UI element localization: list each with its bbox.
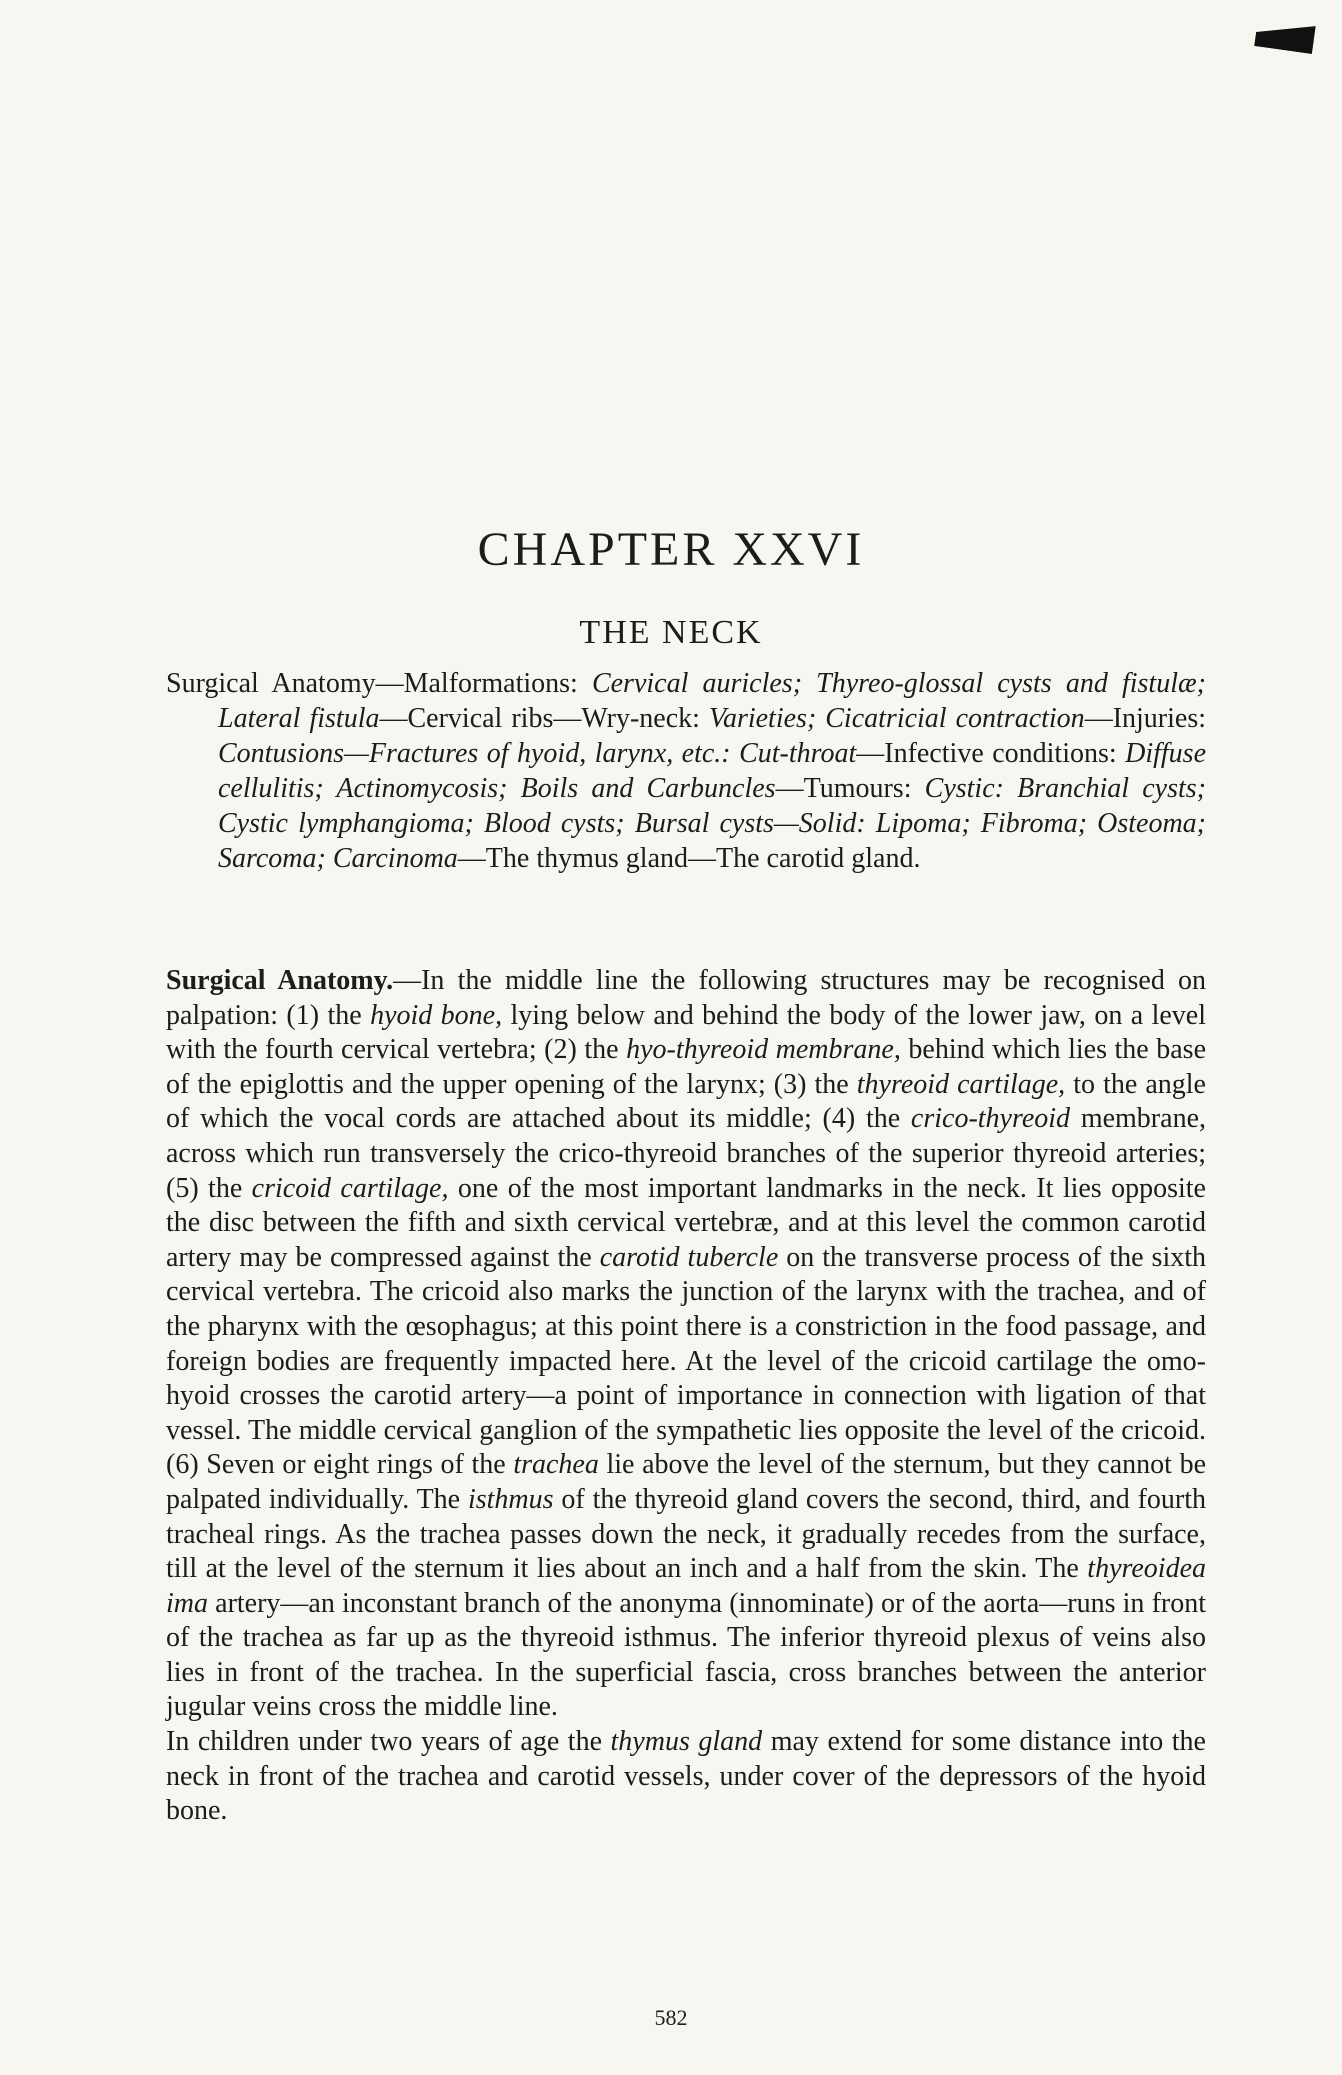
contents-segment: —Cervical ribs—Wry-neck: — [379, 703, 709, 734]
text-segment: —In the middle line the following structures may be recognised on palpation: (1) the — [166, 965, 1206, 1031]
body-text — [166, 964, 1206, 1829]
text-segment: crico-thyreoid — [910, 1103, 1071, 1135]
text-segment: of the thyreoid gland covers the second, third, and fourth tracheal rings. As the trachea passes down the neck, it gradually recedes from the surface, till at the level of the sternum it lies about an inch and a half from the skin. The — [166, 1483, 1206, 1585]
contents-segment: —The thymus gland—The carotid gland. — [457, 843, 921, 874]
text-segment: behind which lies the base of the epiglottis and the upper opening of the larynx; (3) the — [166, 1034, 1207, 1100]
paragraph-surgical-anatomy — [166, 964, 1206, 1725]
text-segment: carotid tubercle — [599, 1241, 779, 1273]
contents-segment: Surgical Anatomy—Malformations: — [166, 668, 592, 699]
page-number: 582 — [654, 2005, 688, 2030]
text-segment: lie above the level of the sternum, but they cannot be palpated individually. The — [166, 1449, 1206, 1515]
text-segment: thyreoid cartilage, — [856, 1068, 1066, 1100]
text-segment: to the angle of which the vocal cords are attached about its middle; (4) the — [166, 1068, 1206, 1135]
text-segment: cricoid cartilage, — [251, 1172, 449, 1204]
contents-segment: Diffuse cellulitis; Actinomycosis; Boils and Carbuncles — [218, 738, 1206, 804]
text-segment: membrane, across which run transversely the crico-thyreoid branches of the superior thyreoid arteries; (5) the — [166, 1103, 1206, 1204]
contents-segment: Varieties; Cicatricial contraction — [708, 703, 1085, 734]
text-segment: hyoid bone, — [370, 999, 503, 1031]
contents-segment: Cystic: Branchial cysts; Cystic lymphangioma; Blood cysts; Bursal cysts—Solid: Lipoma; Fibroma; Osteoma; Sarcoma; Carcinoma — [218, 773, 1206, 874]
run-in-heading: Surgical Anatomy. — [166, 965, 394, 996]
contents-segment: —Injuries: — [1084, 703, 1206, 734]
paragraph-thymus — [166, 1725, 1206, 1829]
scan-corner-mark — [1254, 18, 1315, 54]
contents-segment: Contusions—Fractures of hyoid, larynx, etc.: Cut-throat — [218, 738, 857, 769]
text-segment: artery—an inconstant branch of the anonyma (innominate) or of the aorta—runs in front of the trachea as far up as the thyreoid isthmus. The inferior thyreoid plexus of veins also lies in front of the trachea. In the superficial fascia, cross branches between the anterior jugular veins cross the middle line. — [166, 1587, 1206, 1723]
text-segment: on the transverse process of the sixth cervical vertebra. The cricoid also marks the junction of the larynx with the trachea, and of the pharynx with the œsophagus; at this point there is a constriction in the food passage, and foreign bodies are frequently impacted here. At the level of the cricoid cartilage the omo-hyoid crosses the carotid artery—a point of importance in connection with ligation of that vessel. The middle cervical ganglion of the sympathetic lies opposite the level of the cricoid. (6) Seven or eight rings of the — [166, 1241, 1206, 1481]
text-segment: hyo-thyreoid membrane, — [626, 1034, 901, 1066]
chapter-title: CHAPTER XXVI — [477, 523, 865, 577]
text-segment: trachea — [513, 1449, 599, 1481]
text-segment: lying below and behind the body of the lower jaw, on a level with the fourth cervical vertebra; (2) the — [166, 999, 1207, 1066]
chapter-subtitle: THE NECK — [579, 614, 763, 652]
chapter-contents-summary — [166, 666, 1206, 876]
text-segment: thymus gland — [610, 1726, 763, 1758]
text-segment: In children under two years of age the — [166, 1726, 611, 1758]
contents-segment: —Tumours: — [775, 773, 925, 804]
text-segment: may extend for some distance into the neck in front of the trachea and carotid vessels, under cover of the depressors of the hyoid bone. — [166, 1726, 1206, 1827]
contents-segment: Cervical auricles; Thyreo-glossal cysts and fistulæ; Lateral fistula — [218, 668, 1206, 734]
contents-segment: —Infective conditions: — [856, 738, 1126, 769]
text-segment: one of the most important landmarks in the neck. It lies opposite the disc between the fifth and sixth cervical vertebræ, and at this level the common carotid artery may be compressed against the — [166, 1172, 1206, 1273]
text-segment: isthmus — [467, 1483, 554, 1515]
text-segment: thyreoidea ima — [166, 1553, 1206, 1619]
